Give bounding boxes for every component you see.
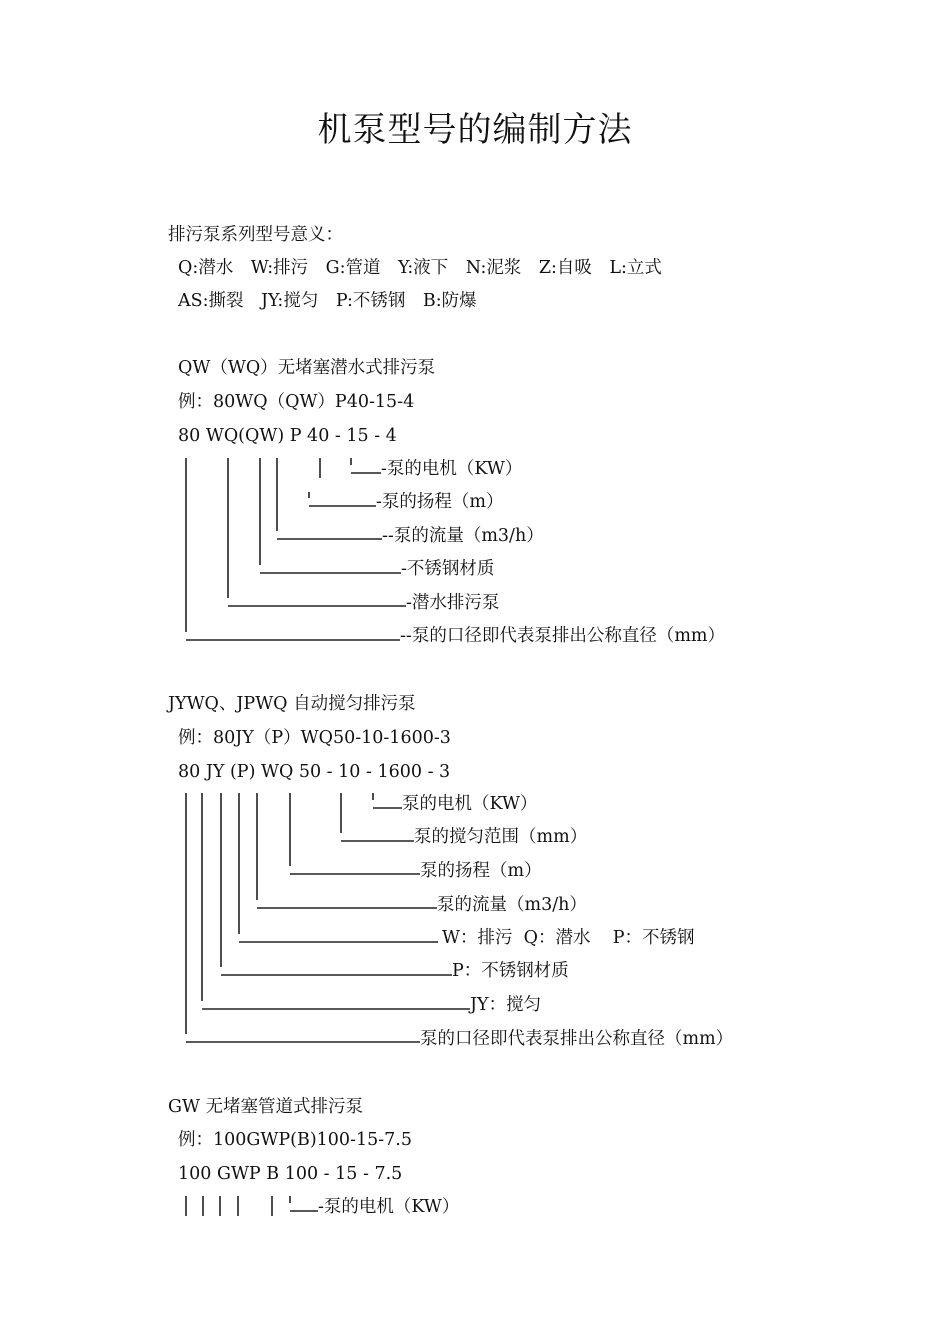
- qw-label-diameter: --泵的口径即代表泵排出公称直径（mm）: [400, 626, 726, 646]
- qw-heading: QW（WQ）无堵塞潜水式排污泵: [178, 358, 436, 378]
- gw-label-motor: -泵的电机（KW）: [318, 1197, 460, 1217]
- jy-label-diameter: 泵的口径即代表泵排出公称直径（mm）: [420, 1029, 734, 1049]
- qw-label-flow: --泵的流量（m3/h）: [382, 526, 544, 546]
- jy-label-motor: 泵的电机（KW）: [402, 794, 538, 814]
- meaning-heading: 排污泵系列型号意义：: [168, 225, 343, 245]
- gw-example: 例：100GWP(B)100-15-7.5: [178, 1130, 412, 1150]
- jy-label-range: 泵的搅匀范围（mm）: [414, 827, 588, 847]
- qw-label-material: -不锈钢材质: [401, 559, 495, 579]
- meaning-row-2: AS:撕裂 JY:搅匀 P:不锈钢 B:防爆: [178, 291, 477, 311]
- jy-label-head: 泵的扬程（m）: [420, 861, 542, 881]
- jy-label-material: P：不锈钢材质: [452, 961, 569, 981]
- jy-label-type: W：排污 Q：潜水 P：不锈钢: [442, 928, 695, 948]
- meaning-row-1: Q:潜水 W:排污 G:管道 Y:液下 N:泥浆 Z:自吸 L:立式: [178, 258, 662, 278]
- qw-label-head: -泵的扬程（m）: [376, 492, 504, 512]
- page-title: 机泵型号的编制方法: [317, 110, 633, 150]
- gw-heading: GW 无堵塞管道式排污泵: [168, 1097, 364, 1117]
- gw-breakdown: 100 GWP B 100 - 15 - 7.5: [178, 1164, 403, 1184]
- qw-breakdown: 80 WQ(QW) P 40 - 15 - 4: [178, 426, 397, 446]
- jy-heading: JYWQ、JPWQ 自动搅匀排污泵: [168, 694, 416, 714]
- qw-label-motor: -泵的电机（KW）: [381, 459, 523, 479]
- qw-label-type: -潜水排污泵: [406, 593, 500, 613]
- jy-breakdown: 80 JY (P) WQ 50 - 10 - 1600 - 3: [178, 762, 451, 782]
- jy-example: 例：80JY（P）WQ50-10-1600-3: [178, 728, 451, 748]
- jy-label-flow: 泵的流量（m3/h）: [437, 895, 587, 915]
- gw-tree-lines: [186, 1196, 318, 1216]
- jy-label-mixing: JY：搅匀: [470, 995, 542, 1015]
- qw-tree-lines: [186, 458, 406, 640]
- qw-example: 例：80WQ（QW）P40-15-4: [178, 392, 415, 412]
